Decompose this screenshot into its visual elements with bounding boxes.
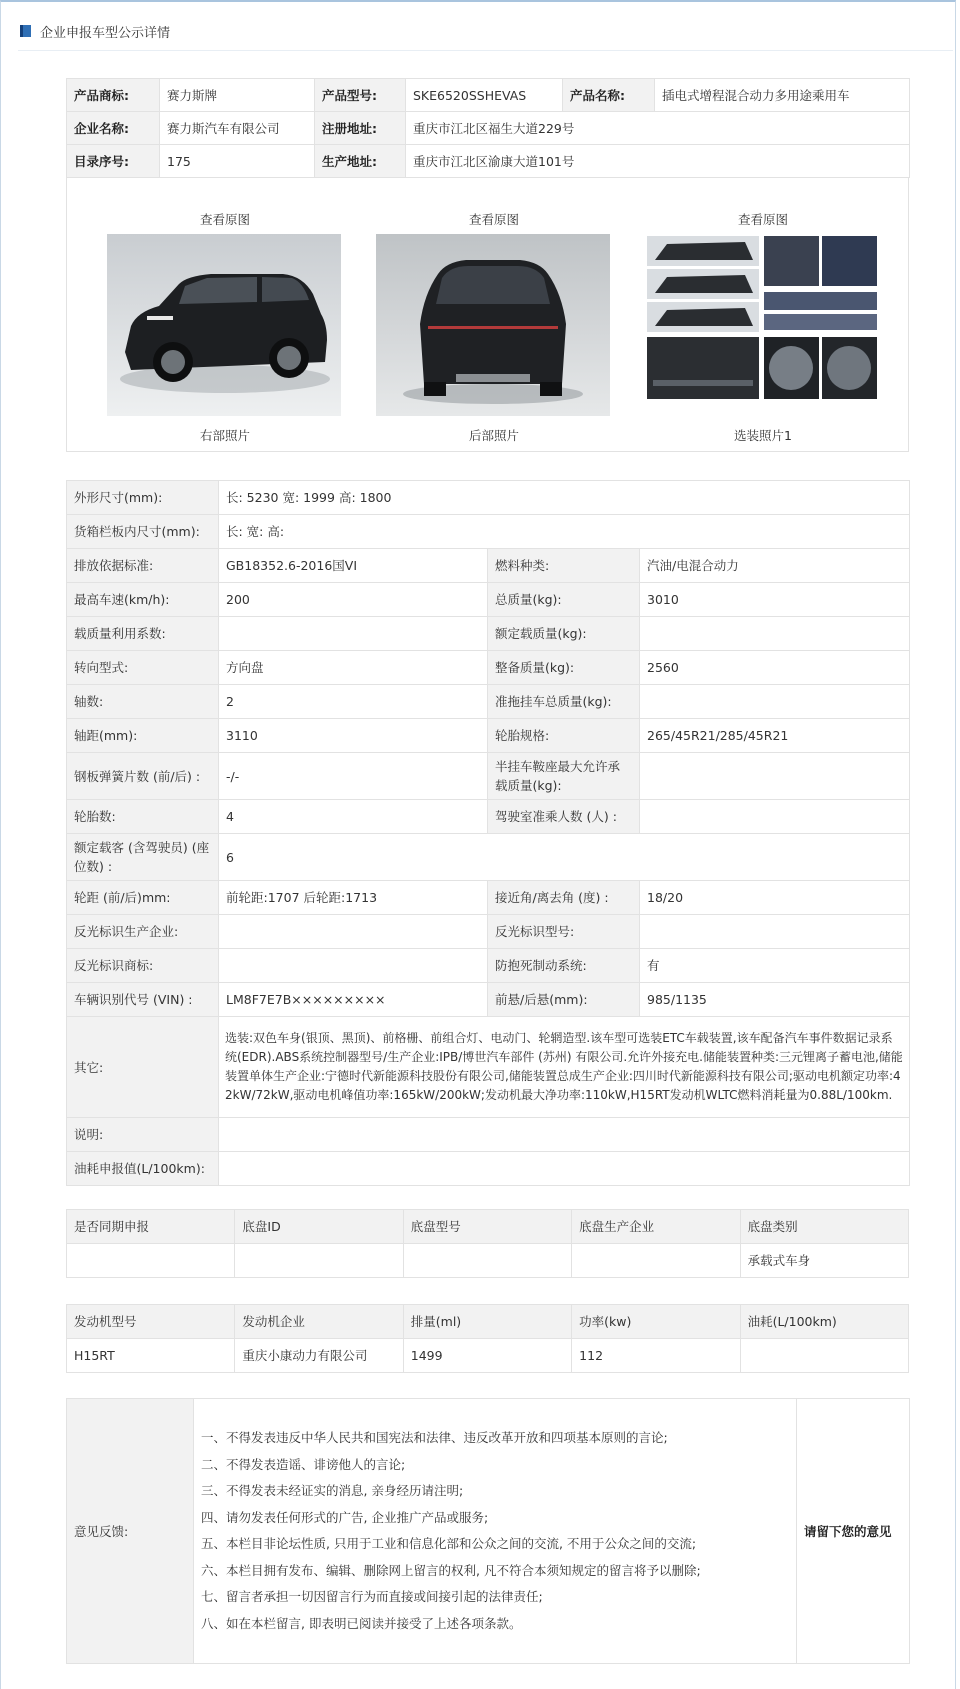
engine-header: 发动机型号 — [67, 1305, 235, 1339]
axles-label: 轴数: — [67, 685, 219, 719]
model-value: SKE6520SSHEVAS — [406, 79, 563, 112]
rated-load-label: 额定载质量(kg): — [488, 617, 640, 651]
wheelbase-value: 3110 — [219, 719, 488, 753]
rule-item: 六、本栏目拥有发布、编辑、删除网上留言的权利, 凡不符合本须知规定的留言将予以删除; — [201, 1562, 701, 1578]
rated-load-value — [640, 617, 910, 651]
photo-caption: 右部照片 — [199, 428, 250, 443]
view-original-link[interactable]: 查看原图 — [737, 212, 788, 227]
chassis-cell — [572, 1244, 740, 1278]
saddle-value — [640, 753, 910, 800]
note-value — [219, 1118, 910, 1152]
total-mass-value: 3010 — [640, 583, 910, 617]
dims-label: 外形尺寸(mm): — [67, 481, 219, 515]
leave-comment-link[interactable]: 请留下您的意见 — [797, 1399, 910, 1664]
trailer-value — [640, 685, 910, 719]
chassis-header: 底盘生产企业 — [572, 1210, 740, 1244]
company-value: 赛力斯汽车有限公司 — [160, 112, 315, 145]
company-label: 企业名称: — [67, 112, 160, 145]
fuel-label: 燃料种类: — [488, 549, 640, 583]
chassis-cell: 承载式车身 — [740, 1244, 908, 1278]
reflect-model-label: 反光标识型号: — [488, 915, 640, 949]
engine-header: 油耗(L/100km) — [740, 1305, 908, 1339]
axles-value: 2 — [219, 685, 488, 719]
cargo-label: 货箱栏板内尺寸(mm): — [67, 515, 219, 549]
steering-label: 转向型式: — [67, 651, 219, 685]
vin-value: LM8F7E7B××××××××× — [219, 983, 488, 1017]
view-original-link[interactable]: 查看原图 — [199, 212, 250, 227]
abs-value: 有 — [640, 949, 910, 983]
reflect-model-value — [640, 915, 910, 949]
rule-item: 四、请勿发表任何形式的广告, 企业推广产品或服务; — [201, 1509, 489, 1525]
spring-label: 钢板弹簧片数 (前/后) : — [67, 753, 219, 800]
photo-gallery — [66, 178, 909, 452]
saddle-label: 半挂车鞍座最大允许承载质量(kg): — [488, 753, 640, 800]
chassis-header: 底盘类别 — [740, 1210, 908, 1244]
engine-cell: 重庆小康动力有限公司 — [235, 1339, 403, 1373]
steering-value: 方向盘 — [219, 651, 488, 685]
model-label: 产品型号: — [315, 79, 406, 112]
emission-value: GB18352.6-2016国VI — [219, 549, 488, 583]
page-header — [18, 12, 953, 51]
prod-addr-value: 重庆市江北区渝康大道101号 — [406, 145, 910, 178]
basic-info-table — [66, 78, 910, 178]
reg-addr-value: 重庆市江北区福生大道229号 — [406, 112, 910, 145]
other-label: 其它: — [67, 1017, 219, 1118]
engine-cell: 1499 — [403, 1339, 571, 1373]
chassis-header: 底盘型号 — [403, 1210, 571, 1244]
curb-value: 2560 — [640, 651, 910, 685]
load-coef-value — [219, 617, 488, 651]
car-right-image[interactable] — [107, 234, 341, 416]
photo-caption: 选装照片1 — [734, 428, 792, 443]
cab-label: 驾驶室准乘人数 (人) : — [488, 800, 640, 834]
cargo-value: 长: 宽: 高: — [219, 515, 910, 549]
trailer-label: 准拖挂车总质量(kg): — [488, 685, 640, 719]
tires-value: 4 — [219, 800, 488, 834]
seats-value: 6 — [219, 834, 910, 881]
speed-value: 200 — [219, 583, 488, 617]
params-table — [66, 480, 910, 1186]
chassis-cell — [67, 1244, 235, 1278]
overhang-label: 前悬/后悬(mm): — [488, 983, 640, 1017]
fuel-decl-value — [219, 1152, 910, 1186]
photo-caption: 后部照片 — [468, 428, 519, 443]
product-name-label: 产品名称: — [563, 79, 655, 112]
rule-item: 一、不得发表违反中华人民共和国宪法和法律、违反改革开放和四项基本原则的言论; — [201, 1430, 668, 1445]
reg-addr-label: 注册地址: — [315, 112, 406, 145]
reflect-co-value — [219, 915, 488, 949]
rule-item: 二、不得发表造谣、诽谤他人的言论; — [201, 1456, 406, 1472]
engine-cell — [740, 1339, 908, 1373]
overhang-value: 985/1135 — [640, 983, 910, 1017]
rule-item: 七、留言者承担一切因留言行为而直接或间接引起的法律责任; — [201, 1589, 543, 1604]
tires-label: 轮胎数: — [67, 800, 219, 834]
engine-header: 功率(kw) — [572, 1305, 740, 1339]
engine-header: 发动机企业 — [235, 1305, 403, 1339]
rule-item: 三、不得发表未经证实的消息, 亲身经历请注明; — [201, 1483, 464, 1498]
brand-label: 产品商标: — [67, 79, 160, 112]
total-mass-label: 总质量(kg): — [488, 583, 640, 617]
curb-label: 整备质量(kg): — [488, 651, 640, 685]
note-label: 说明: — [67, 1118, 219, 1152]
chassis-cell — [235, 1244, 403, 1278]
rule-item: 五、本栏目非论坛性质, 只用于工业和信息化部和公众之间的交流, 不用于公众之间的交流; — [201, 1536, 697, 1551]
wheelbase-label: 轴距(mm): — [67, 719, 219, 753]
track-value: 前轮距:1707 后轮距:1713 — [219, 881, 488, 915]
emission-label: 排放依据标准: — [67, 549, 219, 583]
reflect-brand-value — [219, 949, 488, 983]
chassis-table — [66, 1209, 909, 1278]
engine-header: 排量(ml) — [403, 1305, 571, 1339]
other-value: 选装:双色车身(银顶、黑顶)、前格栅、前组合灯、电动门、轮辋造型.该车型可选装ETC车载装置,该车配备汽车事件数据记录系统(EDR).ABS系统控制器型号/生产企业:IPB/博世汽车部件 (苏州) 有限公司.允许外接充电.储能装置种类:三元锂离子蓄电池,储能装置单体生产企业:宁德时代新能源科技股份有限公司,储能装置总成生产企业:四川时代新能源科技有限公司;驱动电机额定功率:42kW/72kW,驱动电机峰值功率:165kW/200kW;发动机最大净功率:110kW,H15RT发动机WLTC燃料消耗量为0.88L/100km. — [219, 1017, 910, 1118]
fuel-value: 汽油/电混合动力 — [640, 549, 910, 583]
catalog-value: 175 — [160, 145, 315, 178]
chassis-header: 是否同期申报 — [67, 1210, 235, 1244]
abs-label: 防抱死制动系统: — [488, 949, 640, 983]
cab-value — [640, 800, 910, 834]
speed-label: 最高车速(km/h): — [67, 583, 219, 617]
reflect-co-label: 反光标识生产企业: — [67, 915, 219, 949]
feedback-table — [66, 1398, 910, 1664]
chassis-header: 底盘ID — [235, 1210, 403, 1244]
view-original-link[interactable]: 查看原图 — [468, 212, 519, 227]
feedback-label: 意见反馈: — [67, 1399, 194, 1664]
load-coef-label: 载质量利用系数: — [67, 617, 219, 651]
angle-label: 接近角/离去角 (度) : — [488, 881, 640, 915]
engine-cell: H15RT — [67, 1339, 235, 1373]
vin-label: 车辆识别代号 (VIN) : — [67, 983, 219, 1017]
feedback-rules — [194, 1399, 797, 1664]
rule-item: 八、如在本栏留言, 即表明已阅读并接受了上述各项条款。 — [201, 1615, 522, 1631]
tire-spec-label: 轮胎规格: — [488, 719, 640, 753]
engine-table — [66, 1304, 909, 1373]
angle-value: 18/20 — [640, 881, 910, 915]
prod-addr-label: 生产地址: — [315, 145, 406, 178]
book-icon — [20, 25, 31, 37]
fuel-decl-label: 油耗申报值(L/100km): — [67, 1152, 219, 1186]
product-name-value: 插电式增程混合动力多用途乘用车 — [655, 79, 910, 112]
engine-cell: 112 — [572, 1339, 740, 1373]
track-label: 轮距 (前/后)mm: — [67, 881, 219, 915]
catalog-label: 目录序号: — [67, 145, 160, 178]
page-title: 企业申报车型公示详情 — [40, 25, 171, 41]
chassis-cell — [403, 1244, 571, 1278]
option-collage-image[interactable] — [645, 234, 879, 416]
dims-value: 长: 5230 宽: 1999 高: 1800 — [219, 481, 910, 515]
car-rear-image[interactable] — [376, 234, 610, 416]
seats-label: 额定载客 (含驾驶员) (座位数) : — [67, 834, 219, 881]
reflect-brand-label: 反光标识商标: — [67, 949, 219, 983]
tire-spec-value: 265/45R21/285/45R21 — [640, 719, 910, 753]
spring-value: -/- — [219, 753, 488, 800]
brand-value: 赛力斯牌 — [160, 79, 315, 112]
